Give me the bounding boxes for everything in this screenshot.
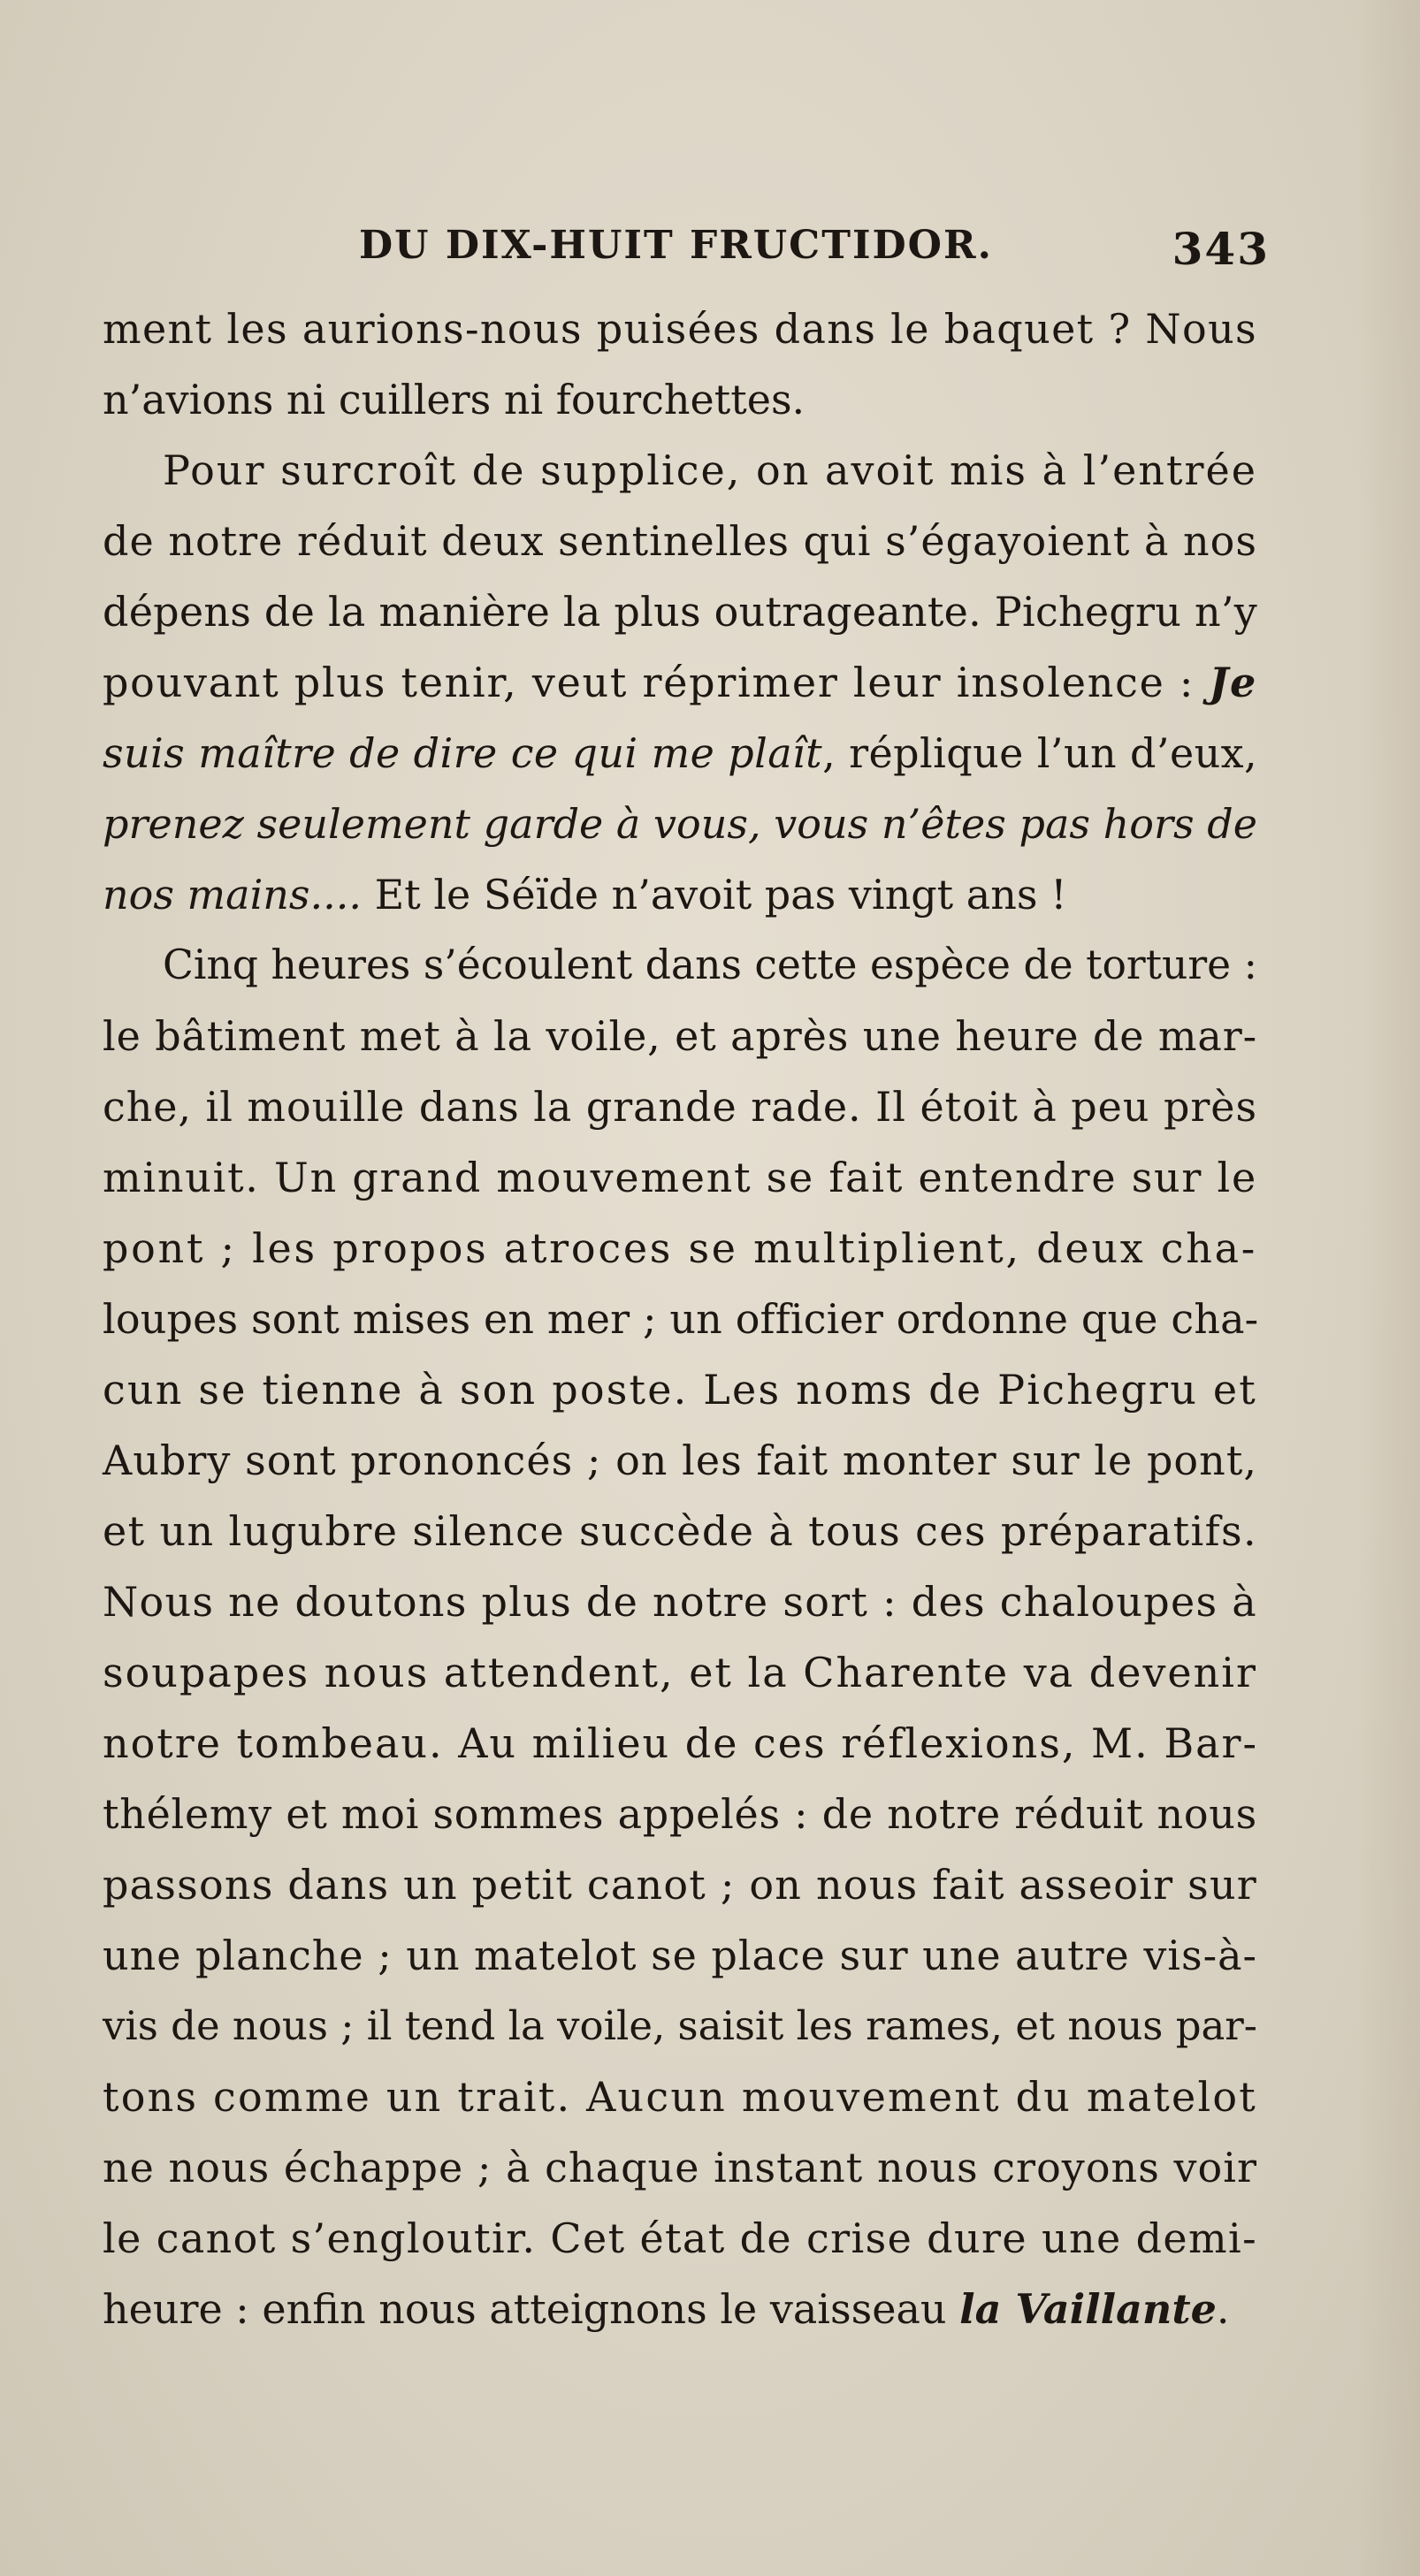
text-line: pont ; les propos atroces se multiplient, deux cha- (103, 1224, 1257, 1272)
text-line: le canot s’engloutir. Cet état de crise dure une demi- (103, 2214, 1257, 2262)
italic-run: suis maître de dire ce qui me plaît (103, 729, 823, 777)
text-run: , réplique l’un d’eux, (822, 729, 1257, 777)
text-line: Pour surcroît de supplice, on avoit mis à l’entrée (163, 446, 1257, 494)
text-line (103, 2274, 1257, 2344)
text-line (103, 789, 1257, 859)
text-run: pouvant plus tenir, veut réprimer leur insolence : (103, 659, 1210, 706)
italic-run: Je (1209, 659, 1258, 706)
text-line: loupes sont mises en mer ; un officier ordonne que cha- (103, 1295, 1259, 1343)
text-line: Aubry sont prononcés ; on les fait monter sur le pont, (103, 1437, 1257, 1484)
italic-run: la Vaillante (959, 2285, 1217, 2333)
text-line: vis de nous ; il tend la voile, saisit les rames, et nous par- (103, 2002, 1257, 2049)
page-edge-shadow (1358, 0, 1420, 2576)
running-title: DU DIX-HUIT FRUCTIDOR. (359, 223, 993, 268)
text-line: notre tombeau. Au milieu de ces réflexions, M. Bar- (103, 1719, 1259, 1767)
paragraph (103, 293, 1257, 435)
text-line: Nous ne doutons plus de notre sort : des chaloupes à (103, 1578, 1257, 1626)
text-line: de notre réduit deux sentinelles qui s’égayoient à nos (103, 517, 1257, 565)
text-line: Cinq heures s’écoulent dans cette espèce de torture : (163, 941, 1257, 988)
text-line (103, 859, 1257, 930)
text-line: tons comme un trait. Aucun mouvement du matelot (103, 2073, 1257, 2121)
italic-run: nos mains.... (103, 871, 363, 918)
text-run: heure : enfin nous atteignons le vaisseau (103, 2285, 960, 2333)
text-line: cun se tienne à son poste. Les noms de Pichegru et (103, 1366, 1257, 1414)
text-line: ne nous échappe ; à chaque instant nous croyons voir (103, 2144, 1257, 2191)
paragraph (103, 435, 1257, 930)
text-run: Et le Séïde n’avoit pas vingt ans ! (362, 871, 1067, 918)
text-line: et un lugubre silence succède à tous ces préparatifs. (103, 1507, 1257, 1555)
text-line: che, il mouille dans la grande rade. Il étoit à peu près (103, 1083, 1257, 1131)
body-text (103, 293, 1257, 2344)
text-line: une planche ; un matelot se place sur une autre vis-à- (103, 1932, 1257, 1979)
page-number: 343 (1172, 223, 1270, 275)
text-line (103, 647, 1257, 718)
italic-run: prenez seulement garde à vous, vous n’êtes pas hors de (103, 800, 1257, 848)
text-line (103, 718, 1257, 789)
paragraph (103, 930, 1257, 2344)
text-line: soupapes nous attendent, et la Charente va devenir (103, 1649, 1257, 1696)
text-line: dépens de la manière la plus outrageante. Pichegru n’y (103, 588, 1257, 636)
text-line: thélemy et moi sommes appelés : de notre réduit nous (103, 1790, 1257, 1838)
running-head (359, 223, 1270, 276)
text-line: ment les aurions-nous puisées dans le baquet ? Nous (103, 305, 1257, 353)
text-run: . (1216, 2285, 1230, 2333)
text-line: minuit. Un grand mouvement se fait entendre sur le (103, 1154, 1257, 1201)
text-line: n’avions ni cuillers ni fourchettes. (103, 376, 805, 423)
text-line: le bâtiment met à la voile, et après une heure de mar- (103, 1012, 1257, 1060)
text-line: passons dans un petit canot ; on nous fait asseoir sur (103, 1861, 1257, 1909)
